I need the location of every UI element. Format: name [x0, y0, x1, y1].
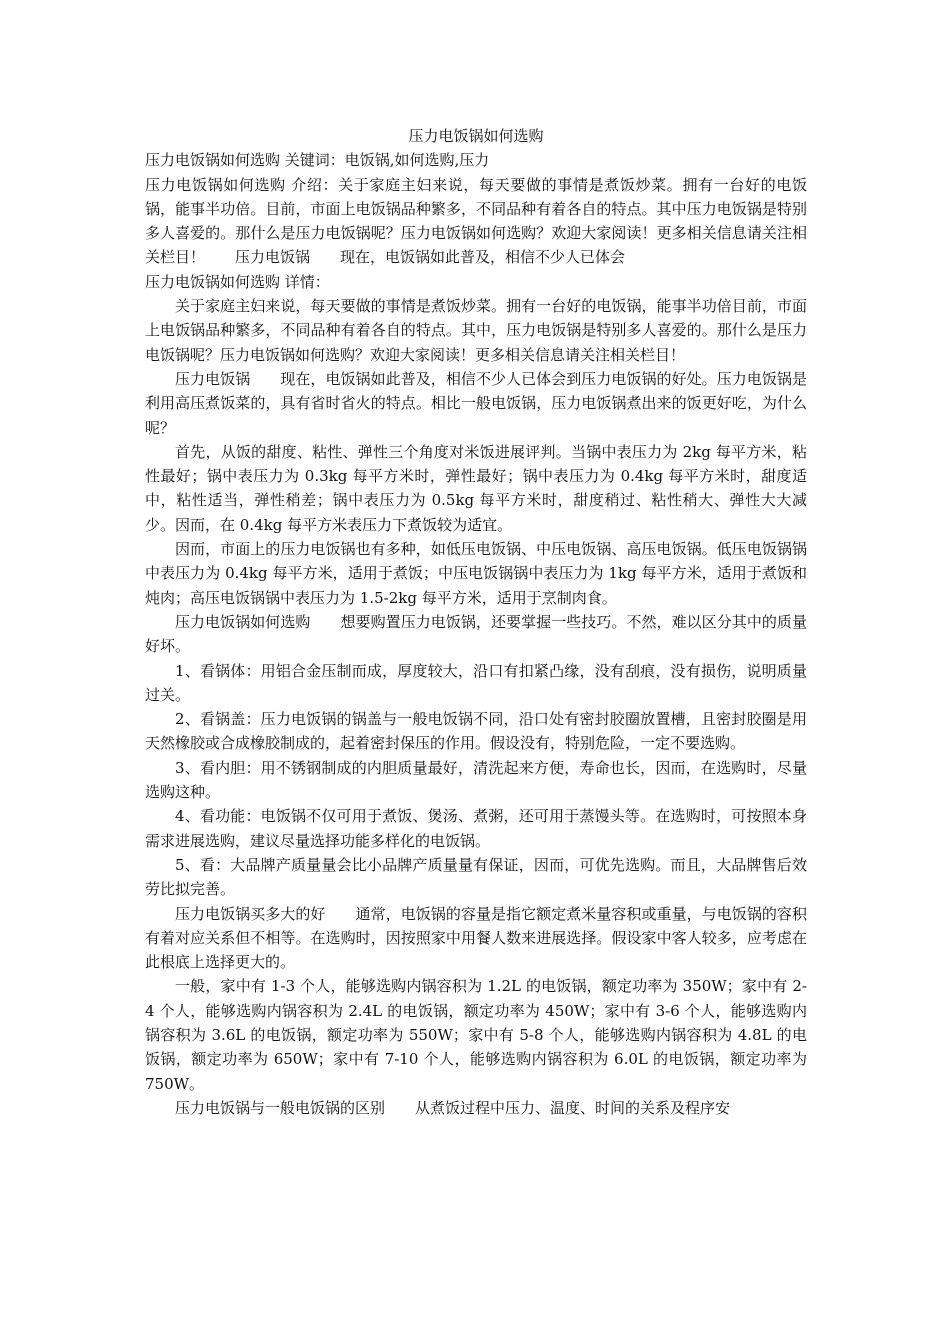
paragraph-2 — [145, 367, 807, 440]
paragraph-6: 1、看锅体：用铝合金压制而成，厚度较大，沿口有扣紧凸缘，没有刮痕，没有损伤，说明质量过关。 — [145, 661, 807, 704]
paragraph-text: 想要购置压力电饭锅，还要掌握一些技巧。不然，难以区分其中的质量好坏。 — [145, 612, 807, 656]
paragraph-8: 3、看内胆：用不锈钢制成的内胆质量最好，清洗起来方便，寿命也长，因而，在选购时，尽量选购这种。 — [145, 758, 807, 802]
paragraph-10: 5、看：大品牌产质量量会比小品牌产质量量有保证，因而，可优先选购。而且，大品牌售后效劳比拟完善。 — [145, 855, 807, 899]
paragraph-13 — [145, 1096, 807, 1120]
details-label: 压力电饭锅如何选购 详情： — [145, 272, 330, 291]
section-heading: 压力电饭锅与一般电饭锅的区别 — [175, 1098, 386, 1117]
paragraph-text: 从煮饭过程中压力、温度、时间的关系及程序安 — [415, 1098, 731, 1117]
intro-paragraph — [145, 173, 807, 270]
paragraph-11 — [145, 902, 807, 975]
paragraph-text: 通常，电饭锅的容量是指它额定煮米量容积或重量，与电饭锅的容积有着对应关系但不相等。在选购时，因按照家中用餐人数来进展选择。假设家中客人较多，应考虑在此根底上选择更大的。 — [145, 904, 807, 972]
paragraph-3: 首先，从饭的甜度、粘性、弹性三个角度对米饭进展评判。当锅中表压力为 2kg 每平方米，粘性最好；锅中表压力为 0.3kg 每平方米时，弹性最好；锅中表压力为 0.4kg 每平方米时，甜度适中，粘性适当，弹性稍差；锅中表压力为 0.5kg 每平方米时，甜度稍过、粘性稍大、弹性大大减少。因而，在 0.4kg 每平方米表压力下煮饭较为适宜。 — [145, 442, 807, 534]
paragraph-12: 一般，家中有 1-3 个人，能够选购内锅容积为 1.2L 的电饭锅，额定功率为 350W；家中有 2-4 个人，能够选购内锅容积为 2.4L 的电饭锅，额定功率为 450W；家中有 3-6 个人，能够选购内锅容积为 3.6L 的电饭锅，额定功率为 550W；家中有 5-8 个人，能够选购内锅容积为 4.8L 的电饭锅，额定功率为 650W；家中有 7-10 个人，能够选购内锅容积为 6.0L 的电饭锅，额定功率为 750W。 — [145, 977, 807, 1093]
section-heading: 压力电饭锅 — [175, 369, 251, 388]
section-heading: 压力电饭锅如何选购 — [175, 612, 311, 631]
keywords-line: 压力电饭锅如何选购 关键词：电饭锅,如何选购,压力 — [145, 151, 490, 170]
paragraph-1: 关于家庭主妇来说，每天要做的事情是煮饭炒菜。拥有一台好的电饭锅，能事半功倍目前，市面上电饭锅品种繁多，不同品种有着各自的特点。其中，压力电饭锅是特别多人喜爱的。那什么是压力电饭锅呢？压力电饭锅如何选购？欢迎大家阅读！更多相关信息请关注相关栏目！ — [145, 297, 807, 364]
intro-heading: 压力电饭锅 — [235, 248, 311, 267]
document-title: 压力电饭锅如何选购 — [408, 127, 544, 145]
paragraph-text: 现在，电饭锅如此普及，相信不少人已体会到压力电饭锅的好处。压力电饭锅是利用高压煮饭菜的，具有省时省火的特点。相比一般电饭锅，压力电饭锅煮出来的饭更好吃，为什么呢？ — [145, 369, 807, 437]
intro-text: 压力电饭锅如何选购 介绍：关于家庭主妇来说，每天要做的事情是煮饭炒菜。拥有一台好的电饭锅，能事半功倍。目前，市面上电饭锅品种繁多，不同品种有着各自的特点。其中压力电饭锅是特别多人喜爱的。那什么是压力电饭锅呢？压力电饭锅如何选购？欢迎大家阅读！更多相关信息请关注相关栏目！ — [145, 175, 807, 267]
paragraph-7: 2、看锅盖：压力电饭锅的锅盖与一般电饭锅不同，沿口处有密封胶圈放置槽，且密封胶圈是用天然橡胶或合成橡胶制成的，起着密封保压的作用。假设没有，特别危险，一定不要选购。 — [145, 710, 807, 753]
section-heading: 压力电饭锅买多大的好 — [175, 904, 326, 923]
document-page — [145, 124, 807, 1120]
paragraph-4: 因而，市面上的压力电饭锅也有多种，如低压电饭锅、中压电饭锅、高压电饭锅。低压电饭锅锅中表压力为 0.4kg 每平方米，适用于煮饭；中压电饭锅锅中表压力为 1kg 每平方米，适用于煮饭和炖肉；高压电饭锅锅中表压力为 1.5-2kg 每平方米，适用于烹制肉食。 — [145, 540, 807, 607]
paragraph-5 — [145, 610, 807, 659]
paragraph-9: 4、看功能：电饭锅不仅可用于煮饭、煲汤、煮粥，还可用于蒸馒头等。在选购时，可按照本身需求进展选购，建议尽量选择功能多样化的电饭锅。 — [145, 807, 807, 850]
intro-tail: 现在，电饭锅如此普及，相信不少人已体会 — [340, 248, 626, 267]
